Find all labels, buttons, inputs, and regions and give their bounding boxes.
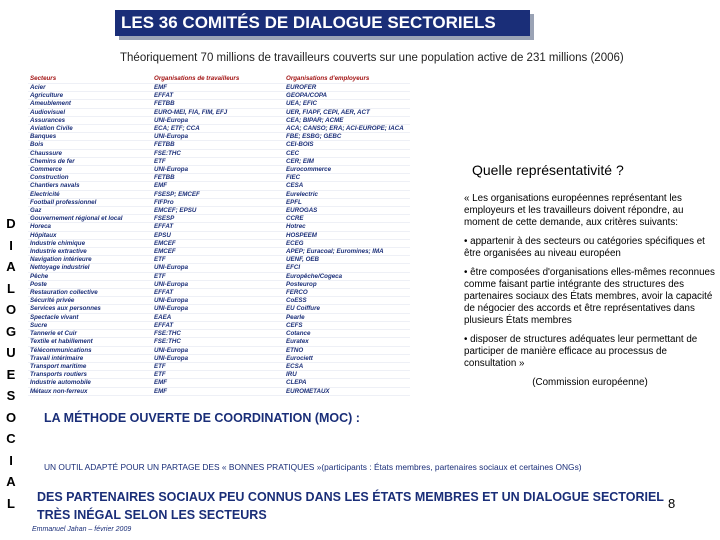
workers-cell: EFFAT (152, 321, 284, 329)
table-row (28, 157, 410, 165)
employers-cell: EU Coiffure (284, 305, 410, 313)
workers-cell: UNI-Europa (152, 166, 284, 174)
employers-cell: APEP; Euracoal; Euromines; IMA (284, 248, 410, 256)
table-row (28, 215, 410, 223)
vertical-letter: U (6, 345, 16, 360)
sector-cell: Tannerie et Cuir (28, 330, 152, 338)
subtitle: Théoriquement 70 millions de travailleurs couverts sur une population active de 231 millions (2006) (120, 52, 624, 64)
employers-cell: EUROMETAUX (284, 387, 410, 395)
sector-cell: Construction (28, 174, 152, 182)
workers-cell: EMF (152, 84, 284, 92)
workers-cell: ETF (152, 362, 284, 370)
vertical-letter: G (5, 323, 17, 339)
table-row (28, 256, 410, 264)
employers-cell: GEOPA/COPA (284, 92, 410, 100)
table-row (28, 166, 410, 174)
workers-cell: EPSU (152, 231, 284, 239)
header-workers: Organisations de travailleurs (152, 74, 284, 84)
employers-cell: Cotance (284, 330, 410, 338)
workers-cell: EMCEF (152, 248, 284, 256)
workers-cell: FSESP (152, 215, 284, 223)
table-row (28, 231, 410, 239)
employers-cell: FERCO (284, 289, 410, 297)
representativity-paragraph: • disposer de structures adéquates leur permettant de participer de manière efficace au processus de consultation » (464, 334, 698, 369)
employers-cell: HOSPEEM (284, 231, 410, 239)
sector-cell: Télécommunications (28, 346, 152, 354)
table-row (28, 354, 410, 362)
workers-cell: EFFAT (152, 223, 284, 231)
workers-cell: UNI-Europa (152, 264, 284, 272)
vertical-letter: D (6, 216, 16, 231)
employers-cell: CCRE (284, 215, 410, 223)
sector-cell: Industrie chimique (28, 239, 152, 247)
table-row (28, 133, 410, 141)
vertical-letter: E (6, 366, 16, 382)
employers-cell: ECSA (284, 362, 410, 370)
workers-cell: FSE:THC (152, 338, 284, 346)
employers-cell: ACA; CANSO; ERA; ACI-EUROPE; IACA (284, 125, 410, 133)
sector-cell: Bois (28, 141, 152, 149)
sector-cell: Gaz (28, 207, 152, 215)
table-row (28, 182, 410, 190)
page-number: 8 (668, 496, 676, 511)
table-row (28, 280, 410, 288)
sector-cell: Aviation Civile (28, 125, 152, 133)
employers-cell: ETNO (284, 346, 410, 354)
sector-cell: Chaussure (28, 149, 152, 157)
table-row (28, 116, 410, 124)
sector-cell: Chemins de fer (28, 157, 152, 165)
workers-cell: FETBB (152, 141, 284, 149)
representativity-text (464, 193, 716, 396)
employers-cell: EUROGAS (284, 207, 410, 215)
employers-cell: UER, FIAPF, CEPI, AER, ACT (284, 108, 410, 116)
vertical-label-dialogue (4, 216, 18, 388)
workers-cell: FSE:THC (152, 330, 284, 338)
sectors-table (28, 74, 410, 396)
table-row (28, 338, 410, 346)
workers-cell: ECA; ETF; CCA (152, 125, 284, 133)
table-row (28, 379, 410, 387)
sector-cell: Services aux personnes (28, 305, 152, 313)
slide-title: LES 36 COMITÉS DE DIALOGUE SECTORIELS (121, 13, 496, 32)
table-row (28, 371, 410, 379)
header-employers: Organisations d'employeurs (284, 74, 410, 84)
table-row (28, 239, 410, 247)
bottom-title: DES PARTENAIRES SOCIAUX PEU CONNUS DANS LES ÉTATS MEMBRES ET UN DIALOGUE SECTORIEL TRÈS INÉGAL SELON LES SECTEURS (37, 490, 664, 522)
table-row (28, 84, 410, 92)
table-header-row (28, 74, 410, 84)
moc-title: LA MÉTHODE OUVERTE DE COORDINATION (MOC) : (44, 411, 360, 425)
sector-cell: Pêche (28, 272, 152, 280)
table-row (28, 207, 410, 215)
employers-cell: UENF, OEB (284, 256, 410, 264)
representativity-paragraph: • être composées d'organisations elles-mêmes reconnues comme faisant partie intégrante des structures des partenaires sociaux des États membres, avoir la capacité de négocier des accords et être représentatives dans plusieurs États membres (464, 267, 715, 326)
workers-cell: EMF (152, 379, 284, 387)
workers-cell: UNI-Europa (152, 280, 284, 288)
workers-cell: FETBB (152, 174, 284, 182)
table-row (28, 346, 410, 354)
slide-title-box (115, 10, 530, 36)
representativity-title: Quelle représentativité ? (472, 162, 624, 178)
sector-cell: Textile et habillement (28, 338, 152, 346)
table-row (28, 248, 410, 256)
workers-cell: ETF (152, 157, 284, 165)
table-row (28, 149, 410, 157)
sector-cell: Banques (28, 133, 152, 141)
sector-cell: Transport maritime (28, 362, 152, 370)
workers-cell: UNI-Europa (152, 346, 284, 354)
employers-cell: Eurocommerce (284, 166, 410, 174)
sector-cell: Chantiers navals (28, 182, 152, 190)
workers-cell: FSE:THC (152, 149, 284, 157)
representativity-paragraph: « Les organisations européennes représentant les employeurs et les travailleurs doivent répondre, au moment de cette demande, aux critères suivants: (464, 193, 684, 228)
employers-cell: CEI-BOIS (284, 141, 410, 149)
employers-cell: EFCI (284, 264, 410, 272)
table-row (28, 321, 410, 329)
employers-cell: IRU (284, 371, 410, 379)
sector-cell: Restauration collective (28, 289, 152, 297)
employers-cell: Posteurop (284, 280, 410, 288)
table-row (28, 92, 410, 100)
author-footer: Emmanuel Jahan – février 2009 (32, 526, 132, 533)
sector-cell: Électricité (28, 190, 152, 198)
vertical-letter: C (6, 431, 16, 446)
table-row (28, 264, 410, 272)
vertical-letter: I (9, 452, 13, 468)
employers-cell: Eurelectric (284, 190, 410, 198)
workers-cell: EMF (152, 182, 284, 190)
workers-cell: EMCEF; EPSU (152, 207, 284, 215)
workers-cell: EFFAT (152, 92, 284, 100)
table-row (28, 198, 410, 206)
employers-cell: CER; EIM (284, 157, 410, 165)
sector-cell: Industrie extractive (28, 248, 152, 256)
sector-cell: Transports routiers (28, 371, 152, 379)
workers-cell: FIFPro (152, 198, 284, 206)
workers-cell: UNI-Europa (152, 116, 284, 124)
workers-cell: EURO-MEI, FIA, FIM, EFJ (152, 108, 284, 116)
table-row (28, 108, 410, 116)
table-row (28, 125, 410, 133)
vertical-letter: O (5, 409, 17, 425)
vertical-letter: O (5, 302, 17, 317)
sector-cell: Agriculture (28, 92, 152, 100)
sector-cell: Sécurité privée (28, 297, 152, 305)
table-row (28, 330, 410, 338)
employers-cell: CESA (284, 182, 410, 190)
workers-cell: ETF (152, 371, 284, 379)
table-row (28, 313, 410, 321)
sector-cell: Industrie automobile (28, 379, 152, 387)
employers-cell: CEFS (284, 321, 410, 329)
employers-cell: CEA; BIPAR; ACME (284, 116, 410, 124)
employers-cell: UEA; EFIC (284, 100, 410, 108)
workers-cell: EFFAT (152, 289, 284, 297)
employers-cell: Europêche/Cogeca (284, 272, 410, 280)
sector-cell: Spectacle vivant (28, 313, 152, 321)
table-row (28, 305, 410, 313)
employers-cell: ECEG (284, 239, 410, 247)
representativity-paragraph: (Commission européenne) (532, 377, 648, 388)
workers-cell: EMCEF (152, 239, 284, 247)
table-row (28, 223, 410, 231)
employers-cell: CEC (284, 149, 410, 157)
vertical-letter: I (9, 237, 13, 253)
employers-cell: CoESS (284, 297, 410, 305)
sector-cell: Acier (28, 84, 152, 92)
table-row (28, 387, 410, 395)
employers-cell: Eurociett (284, 354, 410, 362)
sector-cell: Sucre (28, 321, 152, 329)
vertical-label-social (4, 388, 18, 517)
workers-cell: ETF (152, 272, 284, 280)
vertical-letter: L (7, 280, 15, 296)
table-row (28, 362, 410, 370)
workers-cell: UNI-Europa (152, 297, 284, 305)
sector-cell: Ameublement (28, 100, 152, 108)
sector-cell: Navigation intérieure (28, 256, 152, 264)
sector-cell: Hôpitaux (28, 231, 152, 239)
vertical-letter: L (7, 495, 15, 511)
sector-cell: Gouvernement régional et local (28, 215, 152, 223)
employers-cell: Euratex (284, 338, 410, 346)
representativity-paragraph: • appartenir à des secteurs ou catégories spécifiques et être organisées au niveau européen (464, 236, 705, 259)
table-row (28, 100, 410, 108)
table-row (28, 141, 410, 149)
sector-cell: Métaux non-ferreux (28, 387, 152, 395)
sector-cell: Poste (28, 280, 152, 288)
sector-cell: Nettoyage industriel (28, 264, 152, 272)
sector-cell: Horeca (28, 223, 152, 231)
employers-cell: Pearle (284, 313, 410, 321)
workers-cell: EMF (152, 387, 284, 395)
employers-cell: FBE; ESBG; GEBC (284, 133, 410, 141)
table-row (28, 174, 410, 182)
table-row (28, 272, 410, 280)
workers-cell: UNI-Europa (152, 354, 284, 362)
sector-cell: Audiovisuel (28, 108, 152, 116)
header-sectors: Secteurs (28, 74, 152, 84)
table-row (28, 297, 410, 305)
vertical-letter: A (6, 474, 16, 489)
workers-cell: EAEA (152, 313, 284, 321)
workers-cell: ETF (152, 256, 284, 264)
sector-cell: Football professionnel (28, 198, 152, 206)
workers-cell: UNI-Europa (152, 305, 284, 313)
table-row (28, 190, 410, 198)
moc-description: UN OUTIL ADAPTÉ POUR UN PARTAGE DES « BONNES PRATIQUES »(participants : États membres, partenaires sociaux et certaines ONGs) (44, 462, 582, 472)
workers-cell: FETBB (152, 100, 284, 108)
employers-cell: EPFL (284, 198, 410, 206)
employers-cell: EUROFER (284, 84, 410, 92)
sector-cell: Assurances (28, 116, 152, 124)
workers-cell: UNI-Europa (152, 133, 284, 141)
vertical-letter: A (6, 259, 16, 274)
employers-cell: CLEPA (284, 379, 410, 387)
employers-cell: Hotrec (284, 223, 410, 231)
sector-cell: Commerce (28, 166, 152, 174)
employers-cell: FIEC (284, 174, 410, 182)
table-row (28, 289, 410, 297)
vertical-letter: S (6, 388, 16, 403)
workers-cell: FSESP; EMCEF (152, 190, 284, 198)
sector-cell: Travail intérimaire (28, 354, 152, 362)
